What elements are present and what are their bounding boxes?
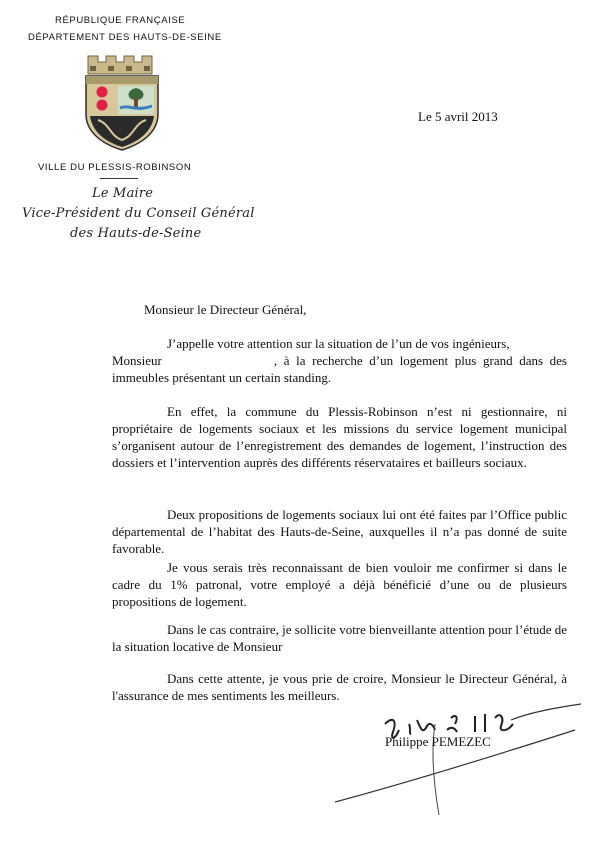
department-heading: DÉPARTEMENT DES HAUTS-DE-SEINE [28, 32, 222, 43]
paragraph-5: Dans le cas contraire, je sollicite votre bienveillante attention pour l’étude de la situation locative de Monsieur [112, 622, 567, 654]
paragraph-3: Deux propositions de logements sociaux lui ont été faites par l’Office public départemental de l’habitat des Hauts-de-Seine, auxquelles il n’a pas donné de suite favorable. [112, 507, 567, 556]
mayor-title: Le Maire [92, 186, 154, 201]
paragraph-1 [112, 335, 567, 386]
paragraph-2: En effet, la commune du Plessis-Robinson n’est ni gestionnaire, ni propriétaire de logements sociaux et les missions du service logement municipal s’organisent autour de l’enregistrement des demandes de logement, l’instruction des dossiers et l’intervention auprès des différents réservataires et bailleurs sociaux. [112, 404, 567, 470]
paragraph-1-line1: J’appelle votre attention sur la situation de l’un de vos ingénieurs, [167, 336, 510, 351]
paragraph-4: Je vous serais très reconnaissant de bien vouloir me confirmer si dans le cadre du 1% patronal, votre employé a déjà bénéficié d’une ou de plusieurs propositions de logement. [112, 560, 567, 609]
coat-of-arms-icon [80, 52, 164, 152]
paragraph-6: Dans cette attente, je vous prie de croire, Monsieur le Directeur Général, à l'assurance de mes sentiments les meilleurs. [112, 671, 567, 703]
handwritten-signature-icon [335, 690, 585, 830]
signatory-name: Philippe PEMEZEC [385, 734, 491, 749]
salutation: Monsieur le Directeur Général, [144, 302, 307, 317]
letter-date: Le 5 avril 2013 [418, 109, 498, 124]
republic-heading: RÉPUBLIQUE FRANÇAISE [55, 15, 186, 26]
department-title: des Hauts-de-Seine [70, 226, 202, 241]
vice-president-title: Vice-Président du Conseil Général [22, 206, 255, 221]
paragraph-1-rest [112, 352, 567, 386]
city-name: VILLE DU PLESSIS-ROBINSON [38, 162, 192, 173]
divider [100, 178, 138, 179]
paragraph-1-continuation: , à la recherche d’un logement plus grand dans des immeubles présentant un certain standing. [112, 353, 567, 385]
monsieur-word: Monsieur [112, 353, 162, 368]
